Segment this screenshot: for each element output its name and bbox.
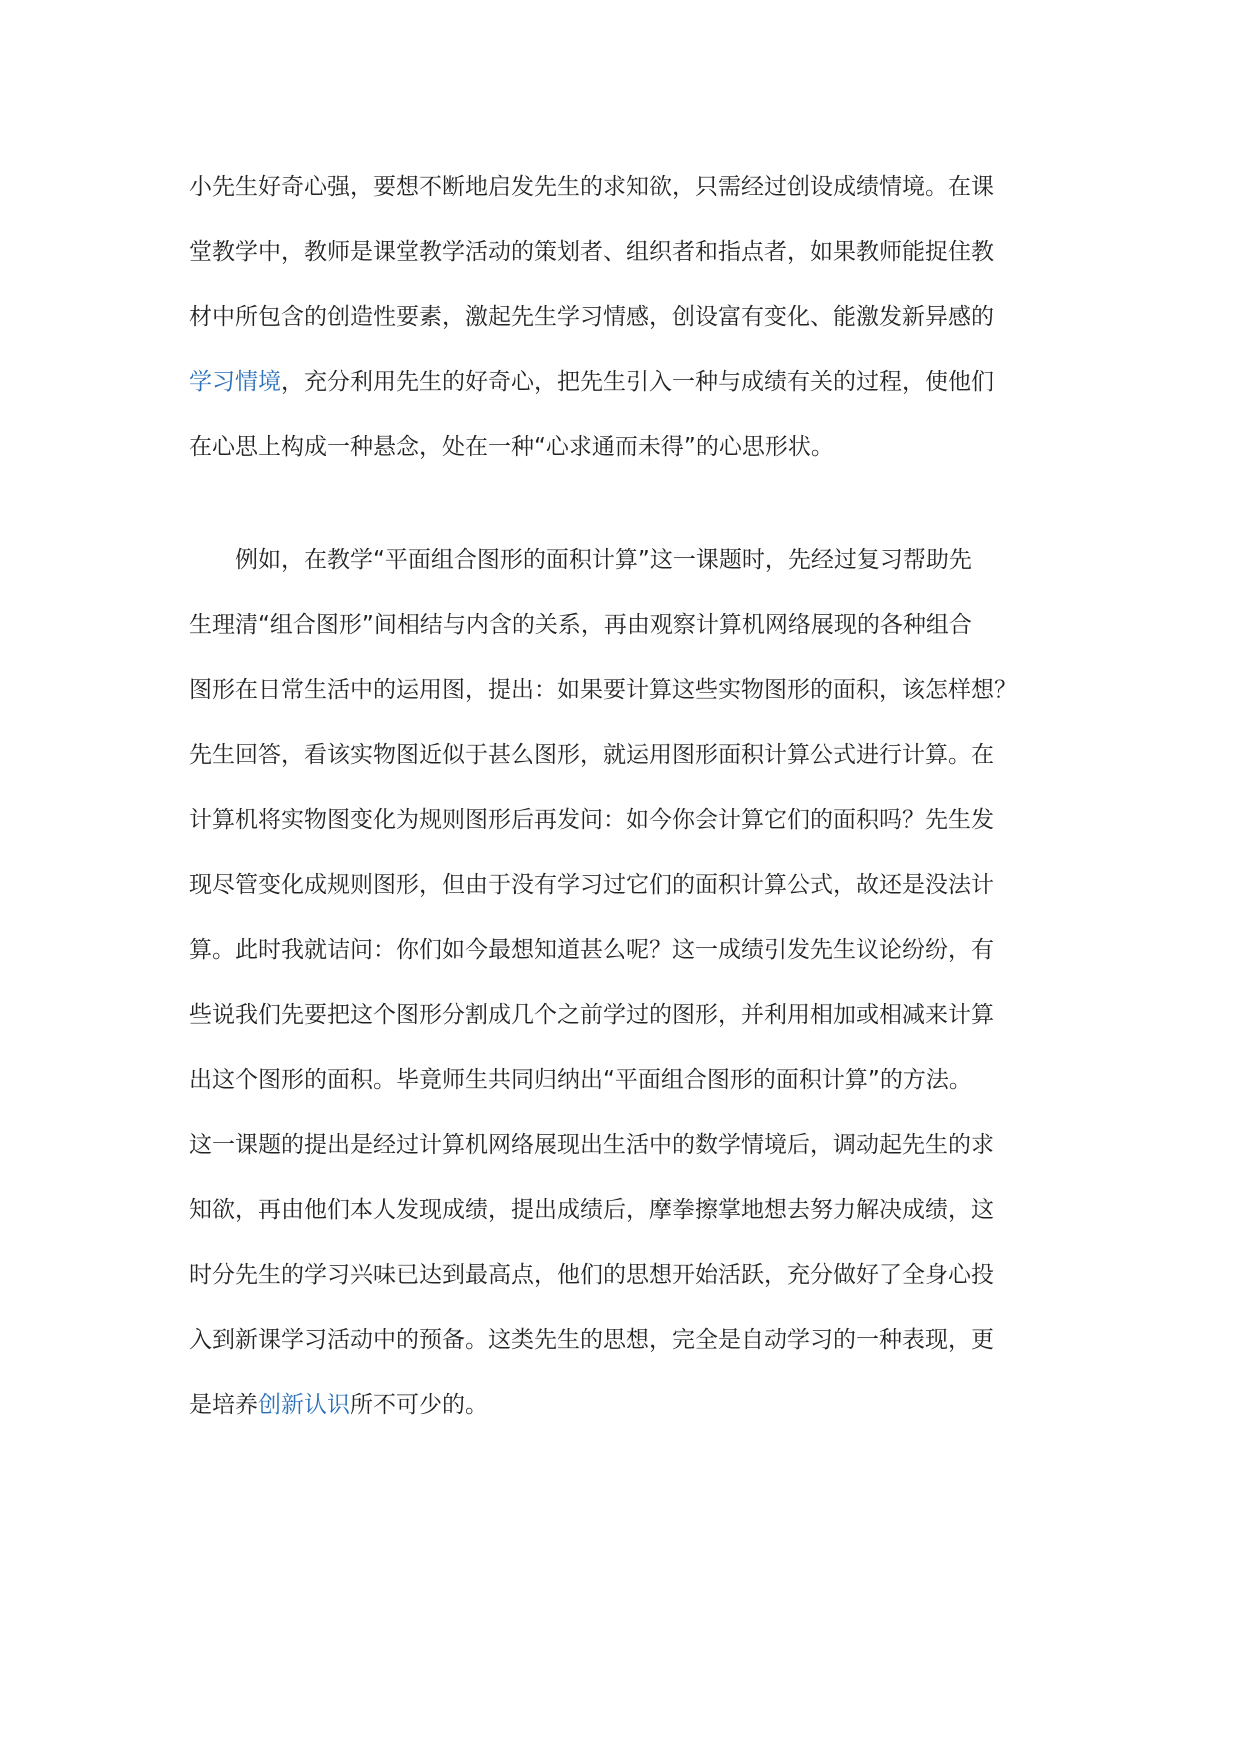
paragraph-line: 些说我们先要把这个图形分割成几个之前学过的图形，并利用相加或相减来计算 bbox=[189, 1002, 994, 1028]
paragraph-text: ，充分利用先生的好奇心，把先生引入一种与成绩有关的过程，使他们 bbox=[281, 369, 994, 395]
paragraph-line: 在心思上构成一种悬念，处在一种“心求通而未得”的心思形状。 bbox=[189, 434, 834, 460]
paragraph-line bbox=[189, 528, 1059, 593]
paragraph-line: 生理清“组合图形”间相结与内含的关系，再由观察计算机网络展现的各种组合 bbox=[189, 612, 972, 638]
paragraph-2 bbox=[189, 528, 1059, 1438]
paragraph-line: 材中所包含的创造性要素，激起先生学习情感，创设富有变化、能激发新异感的 bbox=[189, 304, 994, 330]
paragraph-text: 例如，在教学“平面组合图形的面积计算”这一课题时，先经过复习帮助先 bbox=[235, 547, 972, 573]
paragraph-line: 图形在日常生活中的运用图，提出：如果要计算这些实物图形的面积，该怎样想？ bbox=[189, 677, 1017, 703]
document-page bbox=[189, 155, 1059, 1438]
link-learning-context[interactable]: 学习情境 bbox=[189, 369, 281, 395]
paragraph-text: 是培养 bbox=[189, 1392, 258, 1418]
paragraph-line: 知欲，再由他们本人发现成绩，提出成绩后，摩拳擦掌地想去努力解决成绩，这 bbox=[189, 1197, 994, 1223]
paragraph-line bbox=[189, 1373, 1059, 1438]
paragraph-line: 这一课题的提出是经过计算机网络展现出生活中的数学情境后，调动起先生的求 bbox=[189, 1132, 994, 1158]
link-innovation-awareness[interactable]: 创新认识 bbox=[258, 1392, 350, 1418]
paragraph-line: 堂教学中，教师是课堂教学活动的策划者、组织者和指点者，如果教师能捉住教 bbox=[189, 239, 994, 265]
paragraph-line: 现尽管变化成规则图形，但由于没有学习过它们的面积计算公式，故还是没法计 bbox=[189, 872, 994, 898]
paragraph-text: 所不可少的。 bbox=[350, 1392, 488, 1418]
paragraph-line: 先生回答，看该实物图近似于甚么图形，就运用图形面积计算公式进行计算。在 bbox=[189, 742, 994, 768]
paragraph-line bbox=[189, 350, 1059, 415]
paragraph-line: 时分先生的学习兴味已达到最高点，他们的思想开始活跃，充分做好了全身心投 bbox=[189, 1262, 994, 1288]
paragraph-line: 出这个图形的面积。毕竟师生共同归纳出“平面组合图形的面积计算”的方法。 bbox=[189, 1067, 972, 1093]
paragraph-line: 算。此时我就诘问：你们如今最想知道甚么呢？这一成绩引发先生议论纷纷，有 bbox=[189, 937, 994, 963]
paragraph-1 bbox=[189, 155, 1059, 480]
paragraph-line: 计算机将实物图变化为规则图形后再发问：如今你会计算它们的面积吗？先生发 bbox=[189, 807, 994, 833]
paragraph-line: 入到新课学习活动中的预备。这类先生的思想，完全是自动学习的一种表现，更 bbox=[189, 1327, 994, 1353]
paragraph-line: 小先生好奇心强，要想不断地启发先生的求知欲，只需经过创设成绩情境。在课 bbox=[189, 174, 994, 200]
